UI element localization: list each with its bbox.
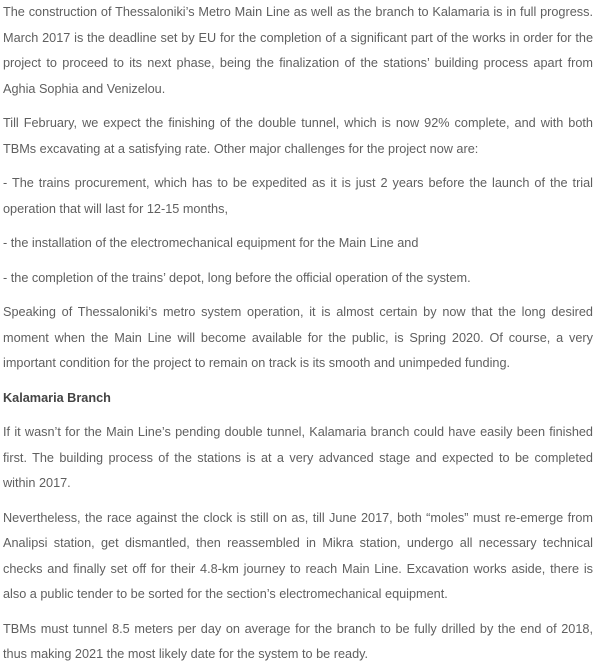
paragraph-system-operation: Speaking of Thessaloniki’s metro system operation, it is almost certain by now that the long desired moment when the Main Line will become available for the public, is Spring 2020. Of course, a very important condition for the project to remain on track is its smooth and unimpeded funding. <box>3 305 593 370</box>
list-item-trains-procurement: - The trains procurement, which has to be expedited as it is just 2 years before the launch of the trial operation that will last for 12-15 months, <box>3 176 593 216</box>
paragraph-tbm-rate: TBMs must tunnel 8.5 meters per day on average for the branch to be fully drilled by the end of 2018, thus making 2021 the most likely date for the system to be ready. <box>3 621 593 661</box>
paragraph-moles-race: Nevertheless, the race against the clock is still on as, till June 2017, both “moles” must re-emerge from Analipsi station, get dismantled, then reassembled in Mikra station, undergo all necessary technical checks and finally set off for their 4.8-km journey to reach Main Line. Excavation works aside, there is also a public tender to be sorted for the section’s electromechanical equipment. <box>3 510 593 601</box>
section-heading-kalamaria: Kalamaria Branch <box>3 390 111 405</box>
paragraph-double-tunnel: Till February, we expect the finishing of the double tunnel, which is now 92% complete, and with both TBMs excavating at a satisfying rate. Other major challenges for the project now are: <box>3 116 593 156</box>
paragraph-kalamaria-branch: If it wasn’t for the Main Line’s pending double tunnel, Kalamaria branch could have easily been finished first. The building process of the stations is at a very advanced stage and expected to be completed within 2017. <box>3 425 593 490</box>
list-item-electromechanical: - the installation of the electromechanical equipment for the Main Line and <box>3 236 419 250</box>
list-item-trains-depot: - the completion of the trains’ depot, long before the official operation of the system. <box>3 270 471 285</box>
paragraph-construction-progress: The construction of Thessaloniki’s Metro Main Line as well as the branch to Kalamaria is in full progress. March 2017 is the deadline set by EU for the completion of a significant part of the works in order for the project to proceed to its next phase, being the finalization of the stations’ building process apart from Aghia Sophia and Venizelou. <box>3 5 593 96</box>
